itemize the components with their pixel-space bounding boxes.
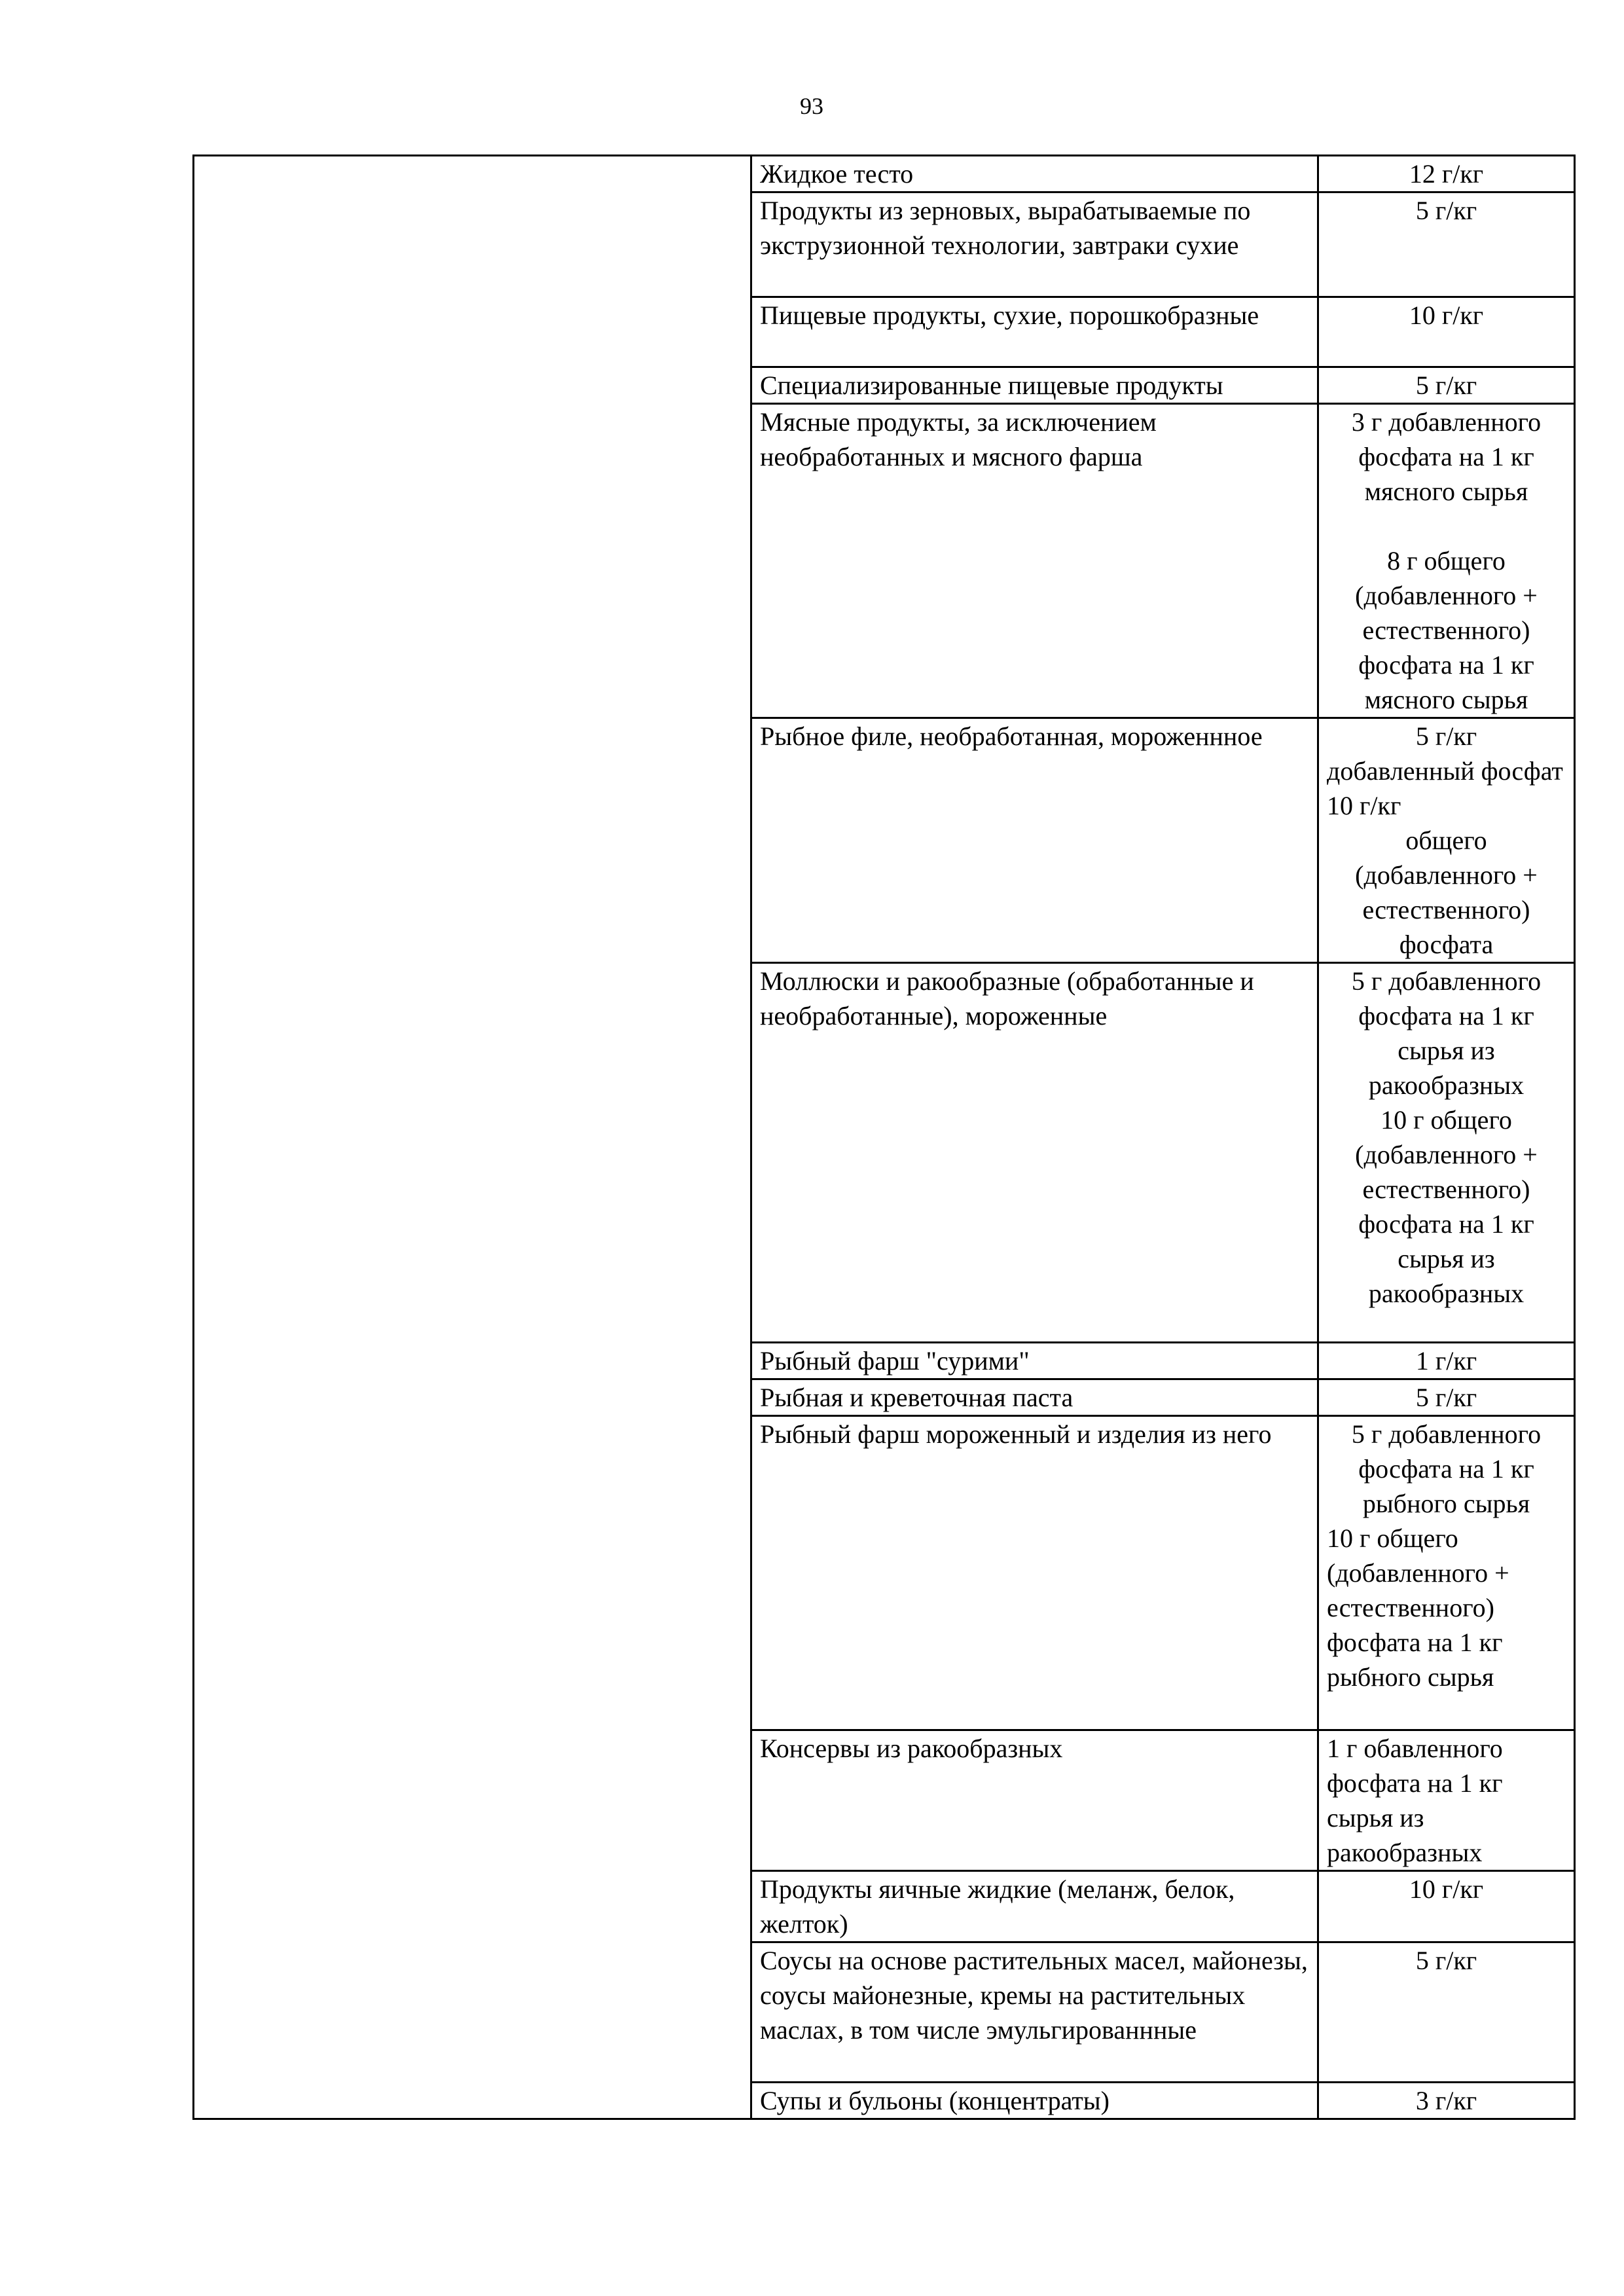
norm-cell: [1318, 1942, 1575, 2083]
product-cell: Рыбный фарш "сурими": [751, 1343, 1318, 1379]
norm-cell: [1318, 404, 1575, 718]
product-cell: Жидкое тесто: [751, 156, 1318, 192]
norm-text: 3 г добавленного фосфата на 1 кг мясного сырья: [1351, 407, 1542, 506]
product-cell: Соусы на основе растительных масел, майонезы, соусы майонезные, кремы на растительных маслах, в том числе эмульгированнные: [751, 1942, 1318, 2083]
norm-cell: [1318, 1416, 1575, 1730]
norm-text: 5 г/кг: [1415, 1383, 1477, 1412]
product-cell: Рыбный фарш мороженный и изделия из него: [751, 1416, 1318, 1730]
norm-text: 1 г обавленного фосфата на 1 кг сырья из ракообразных: [1327, 1734, 1503, 1867]
norm-text: 5 г/кг: [1415, 1946, 1477, 1975]
norm-cell: [1318, 1379, 1575, 1416]
norm-cell: [1318, 156, 1575, 192]
product-cell: Специализированные пищевые продукты: [751, 367, 1318, 404]
norm-text: 8 г общего (добавленного + естественного) фосфата на 1 кг мясного сырья: [1355, 546, 1538, 714]
norm-text: добавленный фосфат 10 г/кг: [1327, 756, 1563, 820]
product-cell: Супы и бульоны (концентраты): [751, 2083, 1318, 2119]
norm-text: 5 г добавленного фосфата на 1 кг рыбного сырья: [1351, 1419, 1542, 1518]
norm-cell: [1318, 1871, 1575, 1942]
norm-text: 10 г общего (добавленного + естественного) фосфата на 1 кг сырья из ракообразных: [1355, 1105, 1538, 1308]
norm-cell: [1318, 1343, 1575, 1379]
empty-first-column-cell: [194, 156, 751, 2119]
table-row: [194, 156, 1575, 192]
product-cell: Моллюски и ракообразные (обработанные и необработанные), мороженные: [751, 963, 1318, 1343]
product-cell: Продукты из зерновых, вырабатываемые по экструзионной технологии, завтраки сухие: [751, 192, 1318, 297]
norm-text: 3 г/кг: [1415, 2086, 1477, 2115]
norm-text: 5 г/кг: [1415, 721, 1477, 751]
norm-cell: [1318, 192, 1575, 297]
norm-text: 10 г/кг: [1409, 1874, 1484, 1904]
norm-cell: [1318, 367, 1575, 404]
norm-text: общего (добавленного + естественного) фосфата: [1355, 826, 1538, 959]
norm-cell: [1318, 2083, 1575, 2119]
norm-cell: [1318, 718, 1575, 963]
norm-text: 1 г/кг: [1415, 1346, 1477, 1376]
product-cell: Рыбное филе, необработанная, мороженнное: [751, 718, 1318, 963]
product-cell: Пищевые продукты, сухие, порошкобразные: [751, 297, 1318, 367]
norm-cell: [1318, 1730, 1575, 1871]
norm-text: 12 г/кг: [1409, 159, 1484, 189]
norm-cell: [1318, 297, 1575, 367]
norm-text: 5 г добавленного фосфата на 1 кг сырья из ракообразных: [1351, 966, 1542, 1100]
norm-text: 10 г общего (добавленного + естественного) фосфата на 1 кг рыбного сырья: [1327, 1523, 1509, 1692]
norm-text: 5 г/кг: [1415, 196, 1477, 225]
product-cell: Мясные продукты, за исключением необработанных и мясного фарша: [751, 404, 1318, 718]
phosphate-norms-table: [192, 155, 1576, 2120]
norm-text: 5 г/кг: [1415, 371, 1477, 400]
page-number: 93: [800, 93, 823, 119]
norm-cell: [1318, 963, 1575, 1343]
product-cell: Продукты яичные жидкие (меланж, белок, желток): [751, 1871, 1318, 1942]
product-cell: Рыбная и креветочная паста: [751, 1379, 1318, 1416]
norm-text: 10 г/кг: [1409, 301, 1484, 330]
product-cell: Консервы из ракообразных: [751, 1730, 1318, 1871]
